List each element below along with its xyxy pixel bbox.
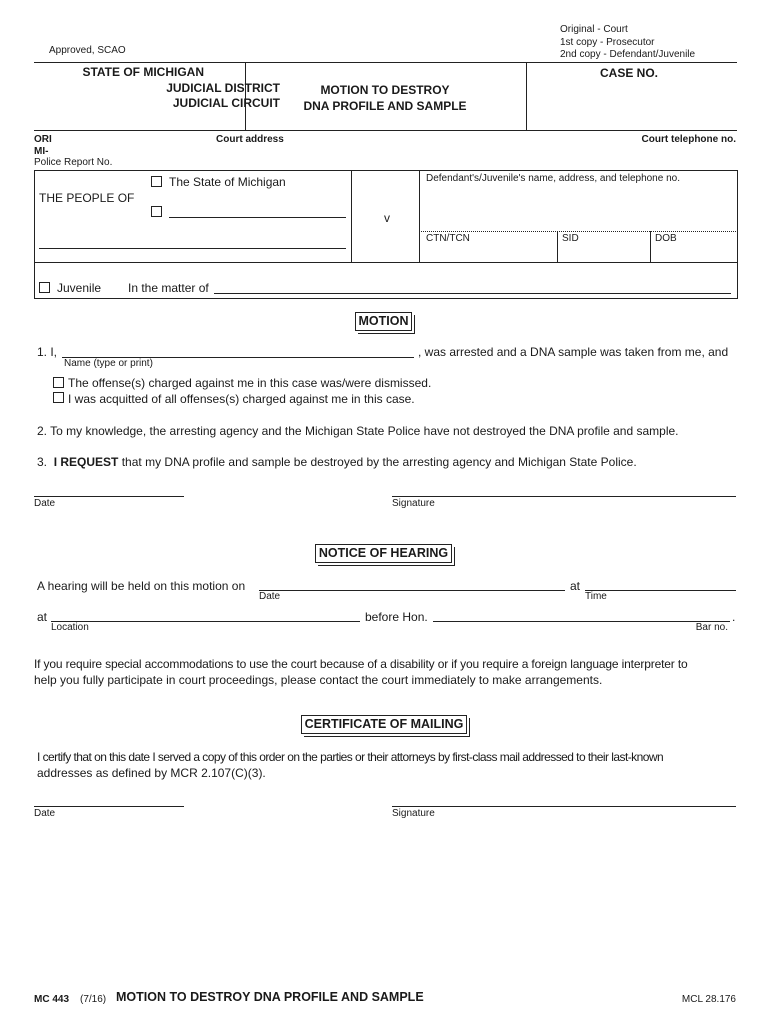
hearing-before-text: before Hon. (365, 610, 428, 624)
form-title (260, 83, 510, 114)
state-of-michigan-label: The State of Michigan (169, 175, 286, 189)
copy-distribution (560, 24, 695, 62)
item1-suffix: , was arrested and a DNA sample was taken from me, and (418, 345, 729, 359)
other-people-checkbox[interactable] (151, 206, 162, 217)
ctn-row-rule (419, 231, 738, 232)
court-names (40, 65, 280, 112)
motion-date-caption: Date (34, 498, 56, 509)
defendant-field[interactable] (423, 186, 733, 228)
name-caption: Name (type or print) (64, 358, 153, 369)
motion-heading: MOTION (355, 312, 412, 331)
form-title-line: MOTION TO DESTROY (320, 83, 450, 97)
motion-signature-line[interactable] (392, 496, 736, 497)
footer-form-no: MC 443 (34, 994, 70, 1005)
hearing-date-caption: Date (259, 591, 281, 602)
hearing-location-line[interactable] (51, 621, 360, 622)
dob-divider (650, 231, 651, 262)
item3-bold: I REQUEST (53, 455, 119, 469)
item1-prefix: 1. I, (37, 345, 58, 359)
mailing-date-caption: Date (34, 808, 56, 819)
juvenile-checkbox[interactable] (39, 282, 50, 293)
approval-note: Approved, SCAO (49, 45, 126, 56)
people-of-line[interactable] (39, 248, 346, 249)
hearing-held-text: A hearing will be held on this motion on (37, 579, 246, 593)
hearing-location-at: at (37, 610, 48, 624)
form-title-line: DNA PROFILE AND SAMPLE (303, 98, 467, 113)
footer-statute: MCL 28.176 (681, 994, 736, 1005)
hearing-time-caption: Time (585, 591, 607, 602)
dismissed-checkbox[interactable] (53, 377, 64, 388)
people-of-label: THE PEOPLE OF (39, 191, 135, 205)
accommodation-notice (34, 656, 739, 688)
court-address-label: Court address (216, 134, 284, 145)
mailing-line: I certify that on this date I served a copy of this order on the parties or their attorneys by first-class mail addressed to their last-known (37, 750, 664, 764)
mi-label: MI- (34, 146, 49, 157)
mailing-signature-caption: Signature (392, 808, 435, 819)
info-top-rule (34, 130, 737, 131)
item3-body: that my DNA profile and sample be destroyed by the arresting agency and Michigan State Police. (121, 455, 637, 469)
matter-of-line[interactable] (214, 293, 731, 294)
mailing-statement (37, 749, 739, 781)
case-no-field[interactable] (580, 82, 730, 126)
mailing-date-line[interactable] (34, 806, 184, 807)
mailing-line: addresses as defined by MCR 2.107(C)(3). (37, 766, 266, 780)
defendant-label: Defendant's/Juvenile's name, address, and telephone no. (426, 173, 680, 184)
copy-line: 2nd copy - Defendant/Juvenile (560, 49, 696, 60)
dismissed-label: The offense(s) charged against me in this case was/were dismissed. (68, 376, 432, 390)
state-of-michigan-checkbox[interactable] (151, 176, 162, 187)
sid-divider (557, 231, 558, 262)
motion-signature-caption: Signature (392, 498, 435, 509)
item3-prefix: 3. (37, 455, 48, 469)
footer-revision: (7/16) (80, 994, 107, 1005)
hearing-location-caption: Location (51, 622, 89, 633)
copy-line: 1st copy - Prosecutor (560, 36, 655, 48)
mailing-heading: CERTIFICATE OF MAILING (301, 715, 467, 734)
mailing-signature-line[interactable] (392, 806, 736, 807)
acquitted-label: I was acquitted of all offenses(s) charged against me in this case. (68, 392, 415, 406)
sid-label: SID (562, 233, 579, 244)
court-line-district: JUDICIAL DISTRICT (166, 80, 280, 95)
police-report-label: Police Report No. (34, 157, 113, 168)
matter-of-label: In the matter of (128, 281, 209, 295)
versus-label: v (384, 211, 390, 225)
motion-date-line[interactable] (34, 496, 184, 497)
hearing-date-line[interactable] (259, 590, 565, 591)
ori-label: ORI (34, 134, 52, 145)
other-people-line[interactable] (169, 217, 346, 218)
footer-title: MOTION TO DESTROY DNA PROFILE AND SAMPLE (116, 990, 424, 1004)
people-box-right (351, 170, 352, 262)
hearing-bar-caption: Bar no. (695, 622, 728, 633)
dob-label: DOB (655, 233, 677, 244)
hearing-period: . (732, 610, 736, 624)
hearing-time-line[interactable] (585, 590, 736, 591)
parties-divider (34, 262, 738, 263)
accommodation-line: If you require special accommodations to use the court because of a disability or if you require a foreign language interpreter to (34, 657, 688, 671)
accommodation-line: help you fully participate in court proceedings, please contact the court immediately to make arrangements. (34, 673, 603, 687)
hearing-heading: NOTICE OF HEARING (315, 544, 452, 563)
item3-text (37, 455, 637, 469)
defendant-box-left (419, 170, 420, 262)
header-top-rule (34, 62, 737, 63)
acquitted-checkbox[interactable] (53, 392, 64, 403)
juvenile-label: Juvenile (57, 281, 102, 295)
ctn-label: CTN/TCN (426, 233, 470, 244)
court-line-state: STATE OF MICHIGAN (82, 65, 204, 79)
court-phone-label: Court telephone no. (641, 134, 736, 145)
item2-text: 2. To my knowledge, the arresting agency and the Michigan State Police have not destroyed the DNA profile and sample. (37, 424, 679, 438)
hearing-at-text: at (570, 579, 581, 593)
court-line-circuit: JUDICIAL CIRCUIT (172, 96, 280, 110)
case-no-label: CASE NO. (600, 66, 659, 80)
copy-line: Original - Court (560, 24, 628, 35)
header-divider (526, 62, 527, 130)
